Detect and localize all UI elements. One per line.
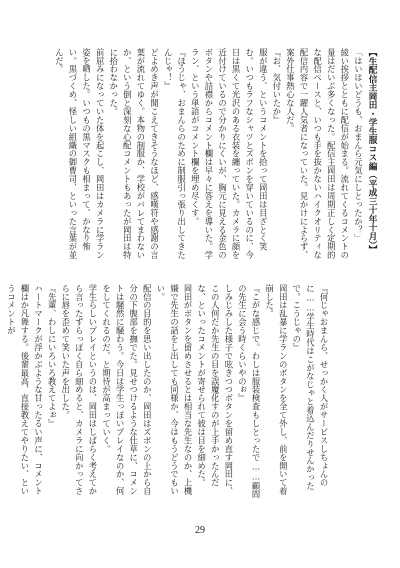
paragraph: 『お、気付いたか』 xyxy=(271,48,282,125)
paragraph: 『何じゃおまんら、せっかく人がサービスしちょんのに……学生時代はこがなじゃと着込んだりせんかったで。こうじゃの』 xyxy=(291,284,329,491)
lower-text-block xyxy=(6,284,330,502)
paragraph: 綾い挨拶とともに配信が始まる。流れてくるコメントの量はだいぶ多くなった。配信主岡田は周期正しく定期的な配信ペースと、いつも手を抜かないハイクオリティな配信内容で一躍人気者になっていた。見かけによらず、案外仕事熱心な人だ。 xyxy=(285,48,350,260)
paragraph: 前屈みになっていた体を起こし、岡田はカメラに学ラン姿を晒した。いつもの黒マスクも相まって、かなり怖い。黒づくめ、怪しい組織の御曹司、といった言葉が並んだ。 xyxy=(54,48,106,260)
paragraph: 岡田は乱暴に学ランのボタンを全て外し、前を開いて着崩した。 xyxy=(264,284,289,496)
paragraph: どよめき声が聞こえてきそうなほど、感嘆符や感謝の言葉が流れてゆく。本物の制服か、学校がバレてまわないか、という倒と深刻な心配コメントもあったが岡田は特に拾わなかった。 xyxy=(108,48,160,260)
paragraph: 岡田がボタンを留めさせるとは相当な先生なのか、上機嫌で先生の話をし出しても同様か、今はもうどうでもいい。 xyxy=(155,284,194,496)
paragraph: 配信の目的を思い出したのか、岡田はズボンの上から自分の下腹部を撫でた。見せつけるような仕草に、コメントは騒然に騒わう。今日は学生っぽいプレイなのか、何をしてくれるのだ、と期待が高まっていく。 xyxy=(101,284,153,496)
paragraph: 『こがな感じで。わしは服装検査もしとったで……顧問の先生に会う時くらいやのぉ』 xyxy=(237,284,262,499)
paragraph: しみじみした様子で呟きつつボタンを留め直す岡田に、この人何だか先生の目を誤魔化すのが上手かったんだな、といったコメントが寄せられて彼は目を細めた。 xyxy=(196,284,234,496)
paragraph: 『ほうじゃ、おまんらのために制服引っ張り出してきたんじゃ！』 xyxy=(163,48,187,260)
section-heading: 【生配信主岡田・学生服コス編（平成三十年十月）】 xyxy=(367,48,377,254)
paragraph: 「はいはいどうも、おまんら元気にしとったか？」 xyxy=(353,48,364,243)
upper-text-block xyxy=(34,48,378,266)
paragraph: ハートマークが浮かぶような甘ったるい声に、コメント欄はか凡舞する。後輩最高、直接教えてやりたい、というコメントが xyxy=(6,284,44,496)
paragraph: 『先輩、わしにいろいろ教えてよぉ』 xyxy=(47,284,58,428)
paragraph: 服が違う、というコメントを拾って岡田は目ざとく笑む。いつもラフなシャツとズボンを穿いているのに、今日は黒くて光沢のある衣装を纏っていた。カメラに顔を近付けているので分かりにくいが、胸元に見える金色のボタンや詰襟からコメント欄は早々に答えを導いた。学ラン、という単語がコメント欄を埋め尽くす。 xyxy=(190,48,269,260)
paragraph: 学生らしいプレイというのは、岡田はしばらく考えてから言ったずらっぽく自ら細めると、カメラに向かってさらに唇を歪めて笑いた声を出した。 xyxy=(60,284,98,496)
page-number: 29 xyxy=(195,525,205,536)
